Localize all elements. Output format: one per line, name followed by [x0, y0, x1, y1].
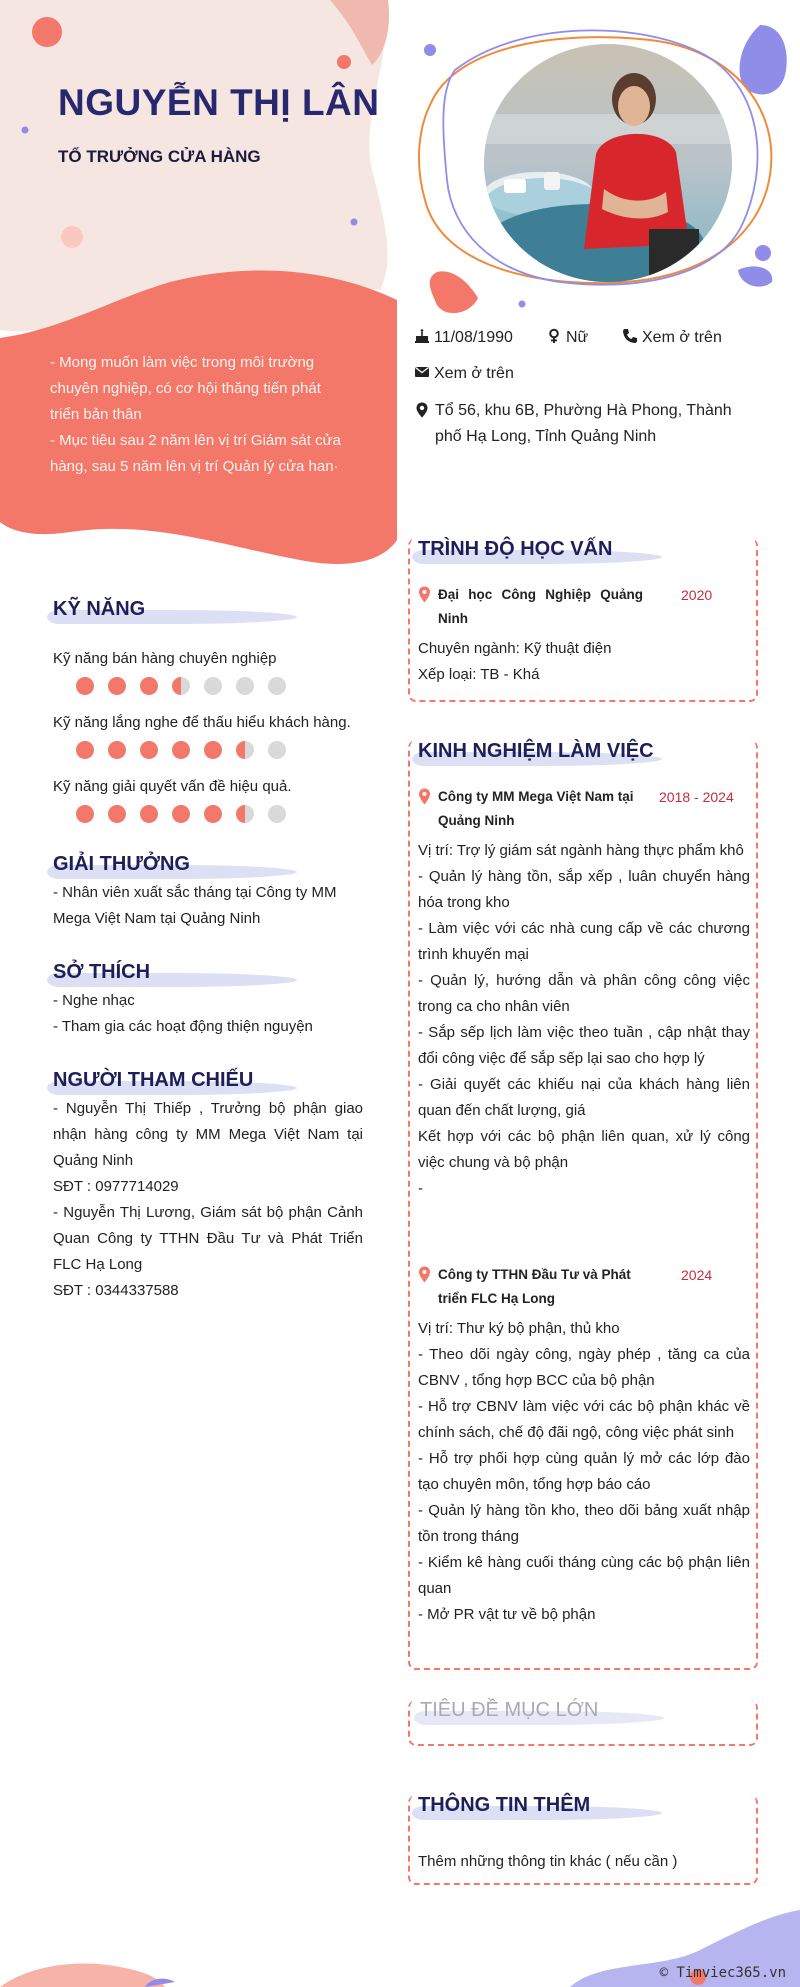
- rating-dot: [108, 677, 126, 695]
- rating-dot: [76, 741, 94, 759]
- skill-label: Kỹ năng lắng nghe để thấu hiểu khách hàng.: [53, 714, 351, 731]
- rating-dot: [268, 677, 286, 695]
- rating-dot: [108, 805, 126, 823]
- education-section-title: TRÌNH ĐỘ HỌC VẤN: [418, 538, 612, 561]
- location-pin-icon: [418, 586, 431, 603]
- job-description: [418, 1316, 750, 1628]
- job-period: 2024: [681, 1267, 713, 1283]
- placeholder-section-title[interactable]: TIÊU ĐỀ MỤC LỚN: [420, 1699, 598, 1722]
- rating-dot: [268, 741, 286, 759]
- contact-email: [414, 364, 514, 383]
- candidate-name: NGUYỄN THỊ LÂN: [58, 82, 380, 123]
- job-title: TỔ TRƯỞNG CỬA HÀNG: [58, 147, 261, 166]
- education-school: Đại học Công Nghiệp Quảng Ninh: [438, 587, 643, 626]
- education-grade: Xếp loại: TB - Khá: [418, 666, 540, 683]
- skills-section-title: KỸ NĂNG: [53, 598, 145, 621]
- email-value[interactable]: Xem ở trên: [434, 365, 514, 382]
- job-line: Vị trí: Thư ký bộ phận, thủ kho: [418, 1320, 620, 1337]
- hobbies-list: [53, 988, 363, 1040]
- rating-dot: [76, 677, 94, 695]
- contact-phone: [622, 328, 722, 347]
- rating-dot: [236, 741, 254, 759]
- rating-dot: [140, 677, 158, 695]
- job-company: Công ty MM Mega Việt Nam tại Quảng Ninh: [438, 789, 634, 828]
- rating-dot: [172, 677, 190, 695]
- rating-dot: [172, 805, 190, 823]
- rating-dot: [140, 805, 158, 823]
- skill-rating: [76, 805, 300, 823]
- education-major: Chuyên ngành: Kỹ thuật điện: [418, 640, 612, 657]
- job-line: - Giải quyết các khiếu nại của khách hàng liên quan đến chất lượng, giá: [418, 1076, 750, 1119]
- location-pin-icon: [418, 1266, 431, 1283]
- hobby-item: - Tham gia các hoạt động thiện nguyện: [53, 1018, 313, 1035]
- reference-item: - Nguyễn Thị Lương, Giám sát bộ phận Cảnh Quan Công ty TTHN Đầu Tư và Phát Triển FLC Hạ Long: [53, 1204, 363, 1273]
- job-line: - Mở PR vật tư về bộ phận: [418, 1606, 596, 1623]
- hobby-item: - Nghe nhạc: [53, 992, 135, 1009]
- reference-phone: SĐT : 0344337588: [53, 1282, 179, 1299]
- job-line: -: [418, 1180, 423, 1197]
- objective-line: - Mong muốn làm việc trong môi trường chuyên nghiệp, có cơ hội thăng tiến phát triển bản thân: [50, 354, 321, 423]
- contact-address: [414, 398, 759, 450]
- phone-value[interactable]: Xem ở trên: [642, 329, 722, 346]
- experience-section-title: KINH NGHIỆM LÀM VIỆC: [418, 740, 654, 763]
- job-line: - Hỗ trợ phối hợp cùng quản lý mở các lớp đào tạo chuyên môn, tổng hợp báo cáo: [418, 1450, 750, 1493]
- rating-dot: [204, 805, 222, 823]
- hobbies-section-title: SỞ THÍCH: [53, 961, 150, 984]
- job-line: - Làm việc với các nhà cung cấp về các chương trình khuyến mại: [418, 920, 750, 963]
- job-line: - Hỗ trợ CBNV làm việc với các bộ phận khác về chính sách, chế độ đãi ngộ, công việc phát sinh: [418, 1398, 750, 1441]
- career-objective: [50, 350, 350, 480]
- references-list: [53, 1096, 363, 1304]
- phone-icon: [622, 328, 638, 344]
- rating-dot: [108, 741, 126, 759]
- job-line: - Quản lý, hướng dẫn và phân công công việc trong ca cho nhân viên: [418, 972, 750, 1015]
- email-icon: [414, 364, 430, 380]
- contact-dob: [414, 328, 513, 347]
- job-line: - Kiểm kê hàng cuối tháng cùng các bộ phận liên quan: [418, 1554, 750, 1597]
- rating-dot: [236, 805, 254, 823]
- job-line: Vị trí: Trợ lý giám sát ngành hàng thực phẩm khô: [418, 842, 744, 859]
- location-pin-icon: [418, 788, 431, 805]
- address-value: Tổ 56, khu 6B, Phường Hà Phong, Thành phố Hạ Long, Tỉnh Quảng Ninh: [435, 402, 732, 445]
- skill-rating: [76, 677, 300, 695]
- extra-info-text: Thêm những thông tin khác ( nếu cần ): [418, 1853, 678, 1870]
- rating-dot: [76, 805, 94, 823]
- job-line: - Quản lý hàng tồn kho, theo dõi bảng xuất nhập tồn trong tháng: [418, 1502, 750, 1545]
- awards-section-title: GIẢI THƯỞNG: [53, 853, 190, 876]
- gender-value: Nữ: [566, 329, 589, 346]
- birthday-cake-icon: [414, 328, 430, 344]
- awards-text: - Nhân viên xuất sắc tháng tại Công ty MM Mega Việt Nam tại Quảng Ninh: [53, 884, 337, 927]
- job-line: - Quản lý hàng tồn, sắp xếp , luân chuyển hàng hóa trong kho: [418, 868, 750, 911]
- footer-brand: © Timviec365.vn: [659, 1965, 786, 1981]
- location-pin-icon: [414, 402, 430, 418]
- skill-label: Kỹ năng bán hàng chuyên nghiệp: [53, 650, 277, 667]
- job-description: [418, 838, 750, 1202]
- skill-label: Kỹ năng giải quyết vấn đề hiệu quả.: [53, 778, 292, 795]
- job-line: - Sắp sếp lịch làm việc theo tuần , cập nhật thay đổi công việc để sắp sếp lại sao cho hợp lý: [418, 1024, 750, 1067]
- job-company: Công ty TTHN Đầu Tư và Phát triển FLC Hạ Long: [438, 1267, 631, 1306]
- rating-dot: [172, 741, 190, 759]
- job-line: - Theo dõi ngày công, ngày phép , tăng ca của CBNV , tổng hợp BCC của bộ phận: [418, 1346, 750, 1389]
- skill-rating: [76, 741, 300, 759]
- reference-item: - Nguyễn Thị Thiếp , Trưởng bộ phận giao nhận hàng công ty MM Mega Việt Nam tại Quảng Ninh: [53, 1100, 363, 1169]
- rating-dot: [268, 805, 286, 823]
- rating-dot: [204, 677, 222, 695]
- rating-dot: [204, 741, 222, 759]
- references-section-title: NGƯỜI THAM CHIẾU: [53, 1069, 253, 1092]
- contact-gender: [546, 328, 588, 347]
- gender-icon: [546, 328, 562, 344]
- extra-info-section-title: THÔNG TIN THÊM: [418, 1794, 590, 1817]
- objective-line: - Mục tiêu sau 2 năm lên vị trí Giám sát cửa hàng, sau 5 năm lên vị trí Quản lý cửa han·: [50, 432, 341, 475]
- rating-dot: [140, 741, 158, 759]
- rating-dot: [236, 677, 254, 695]
- job-line: Kết hợp với các bộ phận liên quan, xử lý công việc chung và bộ phận: [418, 1128, 750, 1171]
- dob-value: 11/08/1990: [434, 329, 513, 346]
- education-year: 2020: [681, 587, 713, 603]
- profile-photo: [484, 44, 732, 282]
- job-period: 2018 - 2024: [659, 789, 734, 805]
- reference-phone: SĐT : 0977714029: [53, 1178, 179, 1195]
